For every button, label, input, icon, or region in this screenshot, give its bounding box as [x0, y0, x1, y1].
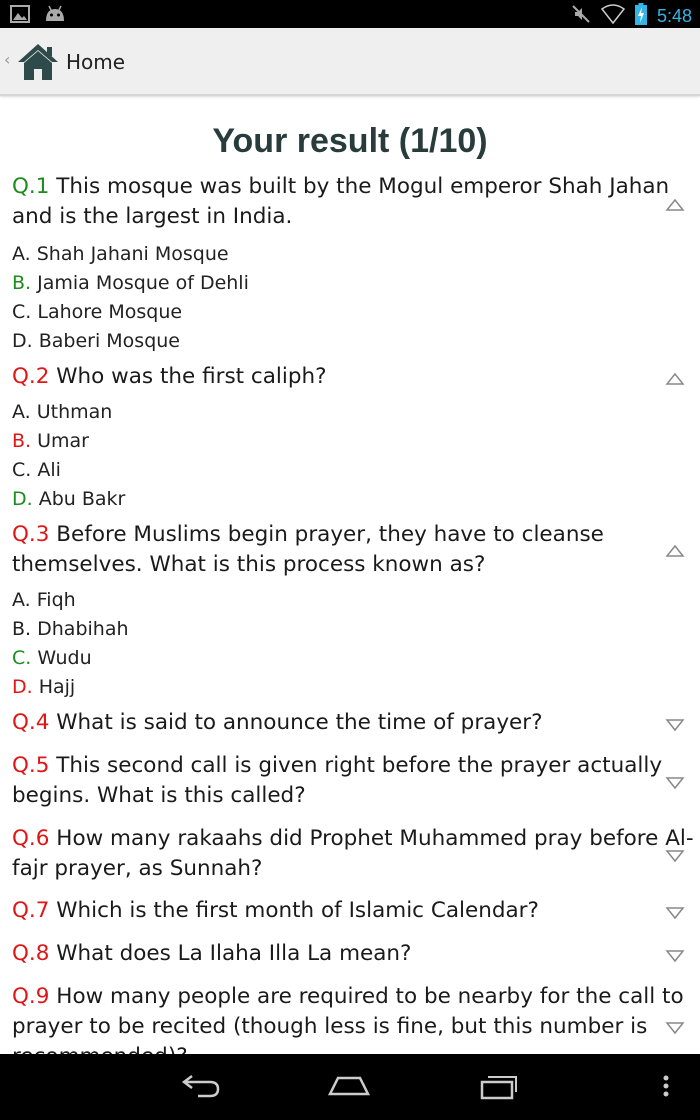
collapse-icon[interactable]	[666, 196, 684, 208]
question-number: Q.1	[12, 174, 50, 199]
collapse-icon[interactable]	[666, 370, 684, 382]
up-chevron-icon[interactable]: ‹	[4, 50, 11, 69]
option-text: Umar	[37, 430, 89, 452]
option-letter: B.	[12, 272, 32, 294]
answer-option	[12, 329, 180, 353]
question-text: How many rakaahs did Prophet Muhammed pray before Al-fajr prayer, as Sunnah?	[12, 826, 694, 881]
option-letter: C.	[12, 301, 32, 323]
option-text: Dhabihah	[37, 618, 129, 640]
answer-option	[12, 487, 125, 511]
expand-icon[interactable]	[666, 774, 684, 786]
question-header[interactable]	[12, 939, 698, 969]
option-text: Uthman	[36, 401, 113, 423]
answer-option	[12, 675, 75, 699]
answer-option	[12, 646, 92, 670]
question-header[interactable]	[12, 751, 698, 811]
question-text: Who was the first caliph?	[56, 364, 327, 389]
option-text: Jamia Mosque of Dehli	[37, 272, 249, 294]
option-letter: A.	[12, 243, 31, 265]
wifi-icon	[601, 4, 625, 28]
battery-charging-icon	[635, 3, 647, 29]
expand-icon[interactable]	[666, 716, 684, 728]
image-icon	[10, 5, 30, 27]
mute-icon	[571, 4, 591, 28]
question-header[interactable]	[12, 362, 698, 392]
navigation-bar	[0, 1054, 700, 1120]
question-number: Q.3	[12, 522, 50, 547]
option-letter: D.	[12, 488, 33, 510]
action-bar-title[interactable]: Home	[66, 50, 126, 74]
option-letter: A.	[12, 401, 31, 423]
option-text: Shah Jahani Mosque	[36, 243, 229, 265]
question-header[interactable]	[12, 896, 698, 926]
answer-option	[12, 458, 61, 482]
question-number: Q.6	[12, 826, 50, 851]
question-text: What is said to announce the time of prayer?	[56, 710, 543, 735]
home-nav-icon[interactable]	[326, 1072, 372, 1104]
question-text: Before Muslims begin prayer, they have to cleanse themselves. What is this process known as?	[12, 522, 604, 577]
option-text: Abu Bakr	[38, 488, 126, 510]
question-number: Q.7	[12, 898, 50, 923]
question-header[interactable]	[12, 708, 698, 738]
home-icon[interactable]	[16, 42, 60, 82]
status-bar	[0, 0, 700, 28]
collapse-icon[interactable]	[666, 542, 684, 554]
option-text: Baberi Mosque	[38, 330, 180, 352]
question-number: Q.4	[12, 710, 50, 735]
option-letter: D.	[12, 330, 33, 352]
option-letter: C.	[12, 459, 32, 481]
question-number: Q.8	[12, 941, 50, 966]
android-icon	[44, 5, 66, 27]
expand-icon[interactable]	[666, 947, 684, 959]
expand-icon[interactable]	[666, 904, 684, 916]
question-header[interactable]	[12, 824, 698, 884]
answer-option	[12, 400, 112, 424]
expand-icon[interactable]	[666, 847, 684, 859]
question-header[interactable]	[12, 520, 698, 580]
option-text: Ali	[37, 459, 61, 481]
question-header[interactable]	[12, 172, 698, 232]
page-title: Your result (1/10)	[212, 122, 488, 160]
status-clock: 5:48	[656, 5, 692, 26]
action-bar	[0, 28, 700, 96]
recent-apps-icon[interactable]	[478, 1072, 520, 1104]
question-text: This mosque was built by the Mogul emperor Shah Jahan and is the largest in India.	[12, 174, 670, 229]
answer-option	[12, 588, 76, 612]
question-text: Which is the first month of Islamic Calendar?	[56, 898, 539, 923]
question-number: Q.2	[12, 364, 50, 389]
option-text: Hajj	[38, 676, 76, 698]
overflow-menu-icon[interactable]	[662, 1072, 670, 1104]
question-text: What does La Ilaha Illa La mean?	[56, 941, 412, 966]
option-letter: A.	[12, 589, 31, 611]
question-number: Q.9	[12, 984, 50, 1009]
question-number: Q.5	[12, 753, 50, 778]
result-list[interactable]	[0, 98, 700, 1054]
answer-option	[12, 300, 182, 324]
question-text: This second call is given right before the prayer actually begins. What is this called?	[12, 753, 663, 808]
back-icon[interactable]	[180, 1072, 222, 1104]
option-text: Fiqh	[36, 589, 76, 611]
option-text: Wudu	[37, 647, 92, 669]
option-letter: C.	[12, 647, 32, 669]
option-letter: B.	[12, 430, 32, 452]
answer-option	[12, 242, 229, 266]
option-letter: B.	[12, 618, 32, 640]
expand-icon[interactable]	[666, 1019, 684, 1031]
answer-option	[12, 617, 129, 641]
answer-option	[12, 429, 89, 453]
answer-option	[12, 271, 249, 295]
question-text: How many people are required to be nearby for the call to prayer to be recited (though less is fine, but this number is	[12, 984, 684, 1039]
option-letter: D.	[12, 676, 33, 698]
option-text: Lahore Mosque	[37, 301, 183, 323]
